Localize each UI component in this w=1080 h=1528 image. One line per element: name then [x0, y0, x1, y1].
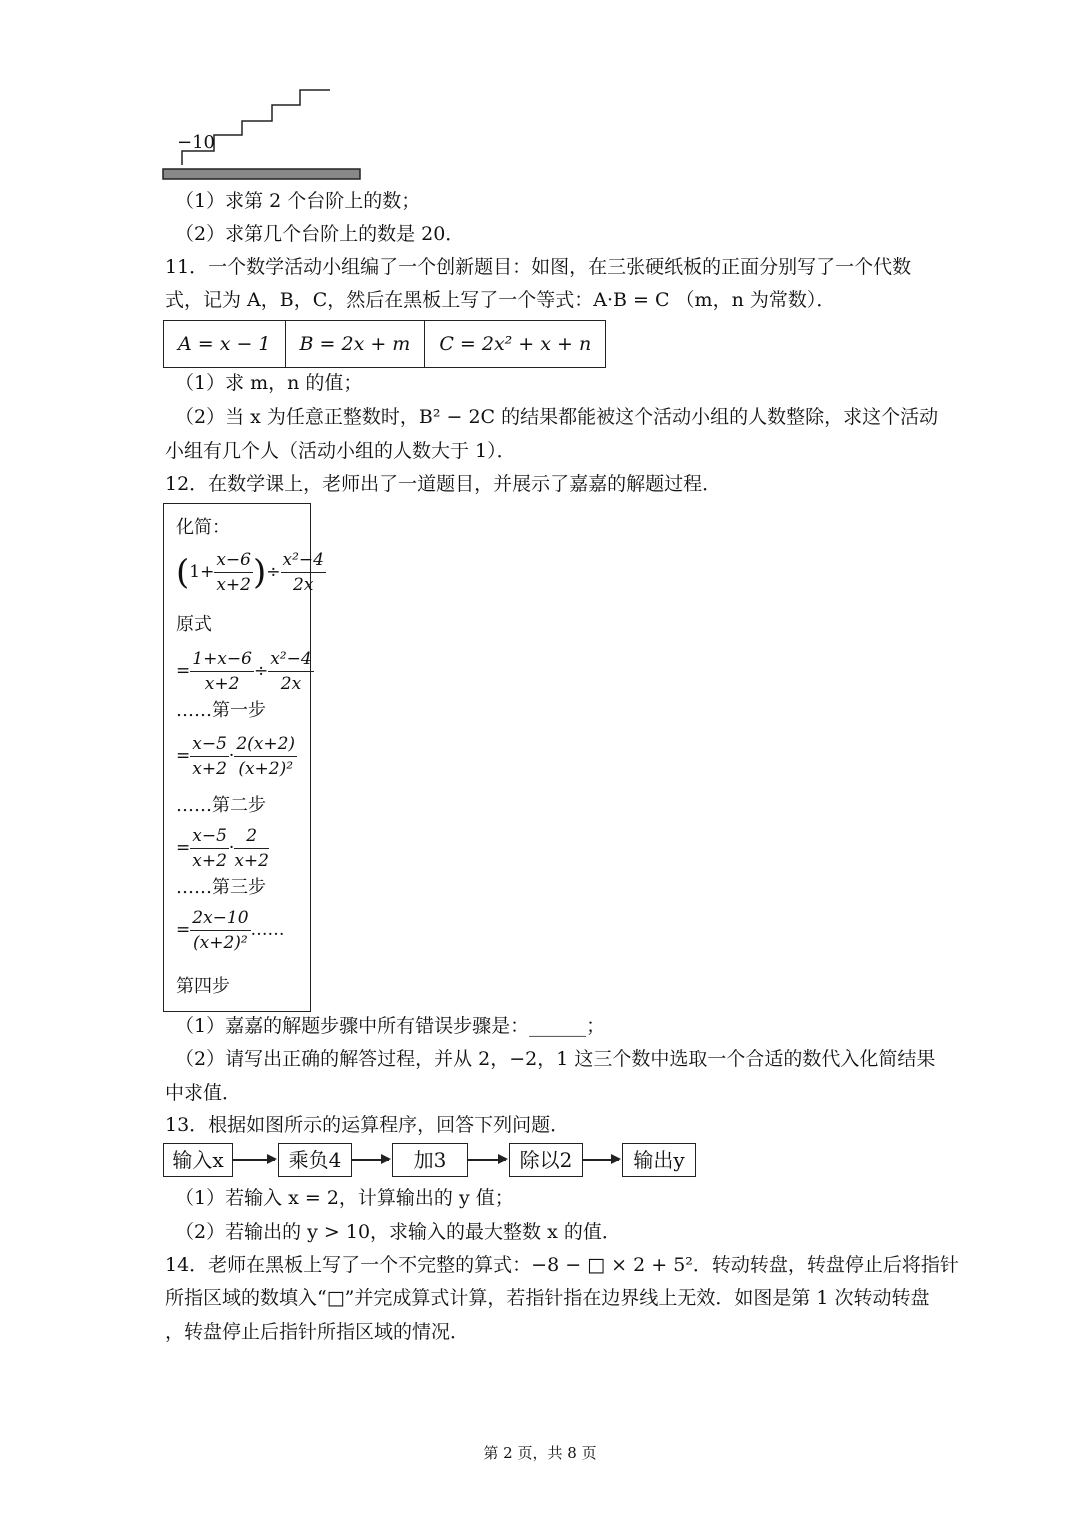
q12-stem: 12．在数学课上，老师出了一道题目，并展示了嘉嘉的解题过程．	[165, 473, 722, 495]
flow-box-input: 输入x	[163, 1143, 233, 1177]
flow-arrow-2	[352, 1159, 389, 1161]
q13-part2: （2）若输出的 y > 10，求输入的最大整数 x 的值．	[175, 1221, 621, 1243]
flow-box-multiply: 乘负4	[278, 1143, 352, 1177]
flow-box-output: 输出y	[622, 1143, 696, 1177]
step2-expression: = $\frac{x-5}{x+2}$ · $\frac{2(x+2)}{\text{(x+2)²}}$	[176, 734, 296, 779]
original-label: 原式	[176, 614, 212, 635]
card-a: A = x − 1	[164, 321, 286, 367]
flow-box-add: 加3	[392, 1143, 468, 1177]
q13-stem: 13．根据如图所示的运算程序，回答下列问题．	[165, 1114, 570, 1136]
flow-box-divide: 除以2	[509, 1143, 583, 1177]
step4-expression: = $\frac{2x-10}{\text{(x+2)²}}$ ……	[176, 908, 285, 953]
q14-stem-line3: ，转盘停止后指针所指区域的情况．	[165, 1321, 470, 1343]
step4-label: 第四步	[176, 976, 230, 997]
ground-bar	[163, 169, 360, 179]
card-b: B = 2x + m	[286, 321, 426, 367]
step3-label: ……第三步	[176, 877, 266, 898]
stair-first-label: −10	[177, 132, 215, 153]
staircase-outline	[182, 90, 330, 165]
card-c: C = 2x² + x + n	[439, 333, 592, 355]
simplify-label: 化简：	[176, 517, 230, 538]
page-footer: 第 2 页，共 8 页	[483, 1444, 597, 1462]
q12-part2-line2: 中求值．	[165, 1082, 242, 1104]
step1-label: ……第一步	[176, 700, 266, 721]
q13-part1: （1）若输入 x = 2，计算输出的 y 值；	[175, 1187, 514, 1209]
step1-expression: = $\frac{1+x-6}{x+2}$ ÷ $\frac{\text{x²−4}}{2x}$	[176, 649, 312, 694]
q10-part1: （1）求第 2 个台阶上的数；	[175, 190, 421, 212]
q11-stem-line2: 式，记为 A，B，C，然后在黑板上写了一个等式：A·B = C （m，n 为常数）．	[165, 289, 836, 311]
flow-arrow-1	[233, 1159, 275, 1161]
q12-solution-box	[163, 503, 324, 1012]
q11-part2-line2: 小组有几个人（活动小组的人数大于 1）．	[165, 440, 516, 462]
expression-original: (1+ $\frac{x-6}{x+2}$ )÷ $\frac{\text{x²−4}}{2x}$	[176, 550, 324, 595]
q14-stem-line1: 14．老师在黑板上写了一个不完整的算式：−8 − □ × 2 + 5²．转动转盘，转盘停止后将指针	[165, 1254, 959, 1276]
q10-part2: （2）求第几个台阶上的数是 20．	[175, 223, 465, 245]
step4-dots: ……	[250, 920, 285, 940]
q12-part1: （1）嘉嘉的解题步骤中所有错误步骤是：______；	[175, 1015, 606, 1037]
q11-part1: （1）求 m，n 的值；	[175, 372, 363, 394]
flow-arrow-4	[583, 1159, 619, 1161]
q11-cards	[163, 320, 606, 368]
step3-expression: = $\frac{x-5}{x+2}$ · $\frac{2}{x+2}$	[176, 826, 269, 871]
q11-part2-line1: （2）当 x 为任意正整数时，B² − 2C 的结果都能被这个活动小组的人数整除，求这个活动	[175, 406, 939, 428]
q14-stem-line2: 所指区域的数填入“□”并完成算式计算，若指针指在边界线上无效．如图是第 1 次转动转盘	[165, 1287, 930, 1309]
q11-stem-line1: 11．一个数学活动小组编了一个创新题目：如图，在三张硬纸板的正面分别写了一个代数	[165, 256, 912, 278]
step2-label: ……第二步	[176, 795, 266, 816]
flow-arrow-3	[468, 1159, 506, 1161]
q12-part2-line1: （2）请写出正确的解答过程，并从 2，−2，1 这三个数中选取一个合适的数代入化简结果	[175, 1048, 936, 1070]
